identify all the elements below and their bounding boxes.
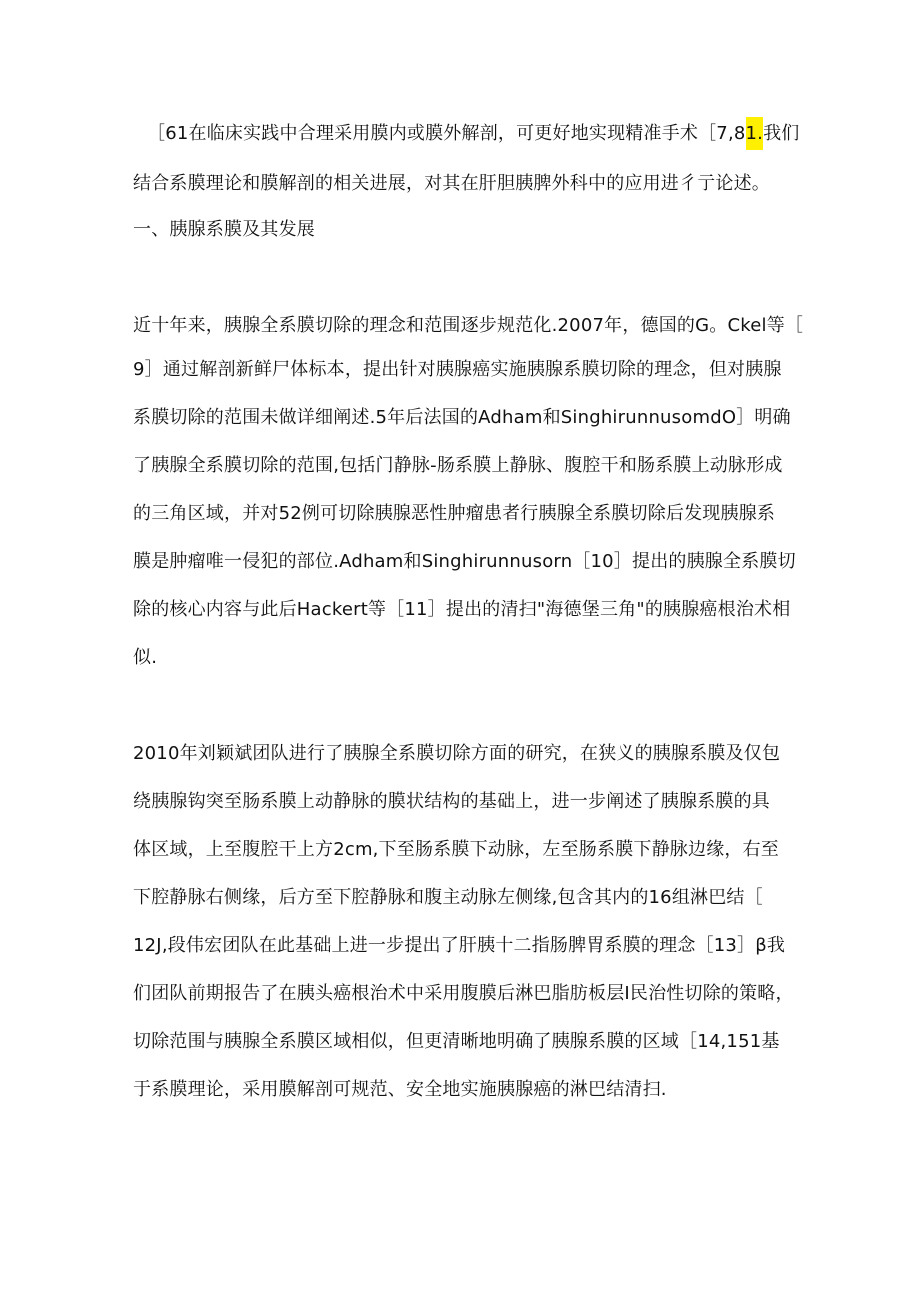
- highlighted-citation-marker: 1.: [746, 117, 764, 150]
- intro-text-after-highlight: 我们: [763, 123, 800, 144]
- paragraph-2-line: 切除范围与胰腺全系膜区域相似，但更清晰地明确了胰腺系膜的区域［14,151基: [133, 1031, 780, 1052]
- paragraph-2-line: 体区域，上至腹腔干上方2cm,下至肠系膜下动脉，左至肠系膜下静脉边缘，右至: [133, 839, 780, 860]
- paragraph-2-line: 下腔静脉右侧缘，后方至下腔静脉和腹主动脉左侧缘,包含其内的16组淋巴结［: [133, 887, 763, 908]
- paragraph-2-line: 于系膜理论，采用膜解剖可规范、安全地实施胰腺癌的淋巴结清扫.: [133, 1079, 667, 1100]
- paragraph-2-line: 绕胰腺钩突至肠系膜上动静脉的膜状结构的基础上，进一步阐述了胰腺系膜的具: [133, 791, 770, 812]
- paragraph-1-line: 了胰腺全系膜切除的范围,包括门静脉-肠系膜上静脉、腹腔干和肠系膜上动脉形成: [133, 455, 783, 476]
- paragraph-1-line: 除的核心内容与此后Hackert等［11］提出的清扫"海德堡三角"的胰腺癌根治术相: [133, 599, 791, 620]
- paragraph-1-line: 近十年来，胰腺全系膜切除的理念和范围逐步规范化.2007年，德国的G。Ckel等［: [133, 315, 803, 336]
- paragraph-2-line: 12J,段伟宏团队在此基础上进一步提出了肝胰十二指肠脾胃系膜的理念［13］β我: [133, 935, 786, 956]
- intro-line-2: 结合系膜理论和膜解剖的相关进展，对其在肝胆胰脾外科中的应用进彳亍论述。: [133, 173, 770, 194]
- paragraph-1-line: 膜是肿瘤唯一侵犯的部位.Adham和Singhirunnusorn［10］提出的胰腺全系膜切: [133, 551, 796, 572]
- paragraph-2-line: 们团队前期报告了在胰头癌根治术中采用腹膜后淋巴脂肪板层I民治性切除的策略，: [133, 983, 794, 1004]
- paragraph-1-line: 的三角区域，并对52例可切除胰腺恶性肿瘤患者行胰腺全系膜切除后发现胰腺系: [133, 503, 776, 524]
- paragraph-2-line: 2010年刘颖斌团队进行了胰腺全系膜切除方面的研究，在狭义的胰腺系膜及仅包: [133, 743, 781, 764]
- paragraph-1-line: 似.: [133, 647, 158, 668]
- paragraph-1-line: 9］通过解剖新鲜尸体标本，提出针对胰腺癌实施胰腺系膜切除的理念，但对胰腺: [133, 359, 782, 380]
- intro-text-before-highlight: ［61在临床实践中合理采用膜内或膜外解剖，可更好地实现精准手术［7,8: [147, 123, 746, 144]
- intro-line-1: [147, 117, 817, 151]
- section-heading: 一、胰腺系膜及其发展: [133, 219, 315, 240]
- paragraph-1-line: 系膜切除的范围未做详细阐述.5年后法国的Adham和SinghirunnusomdO］明确: [133, 407, 791, 428]
